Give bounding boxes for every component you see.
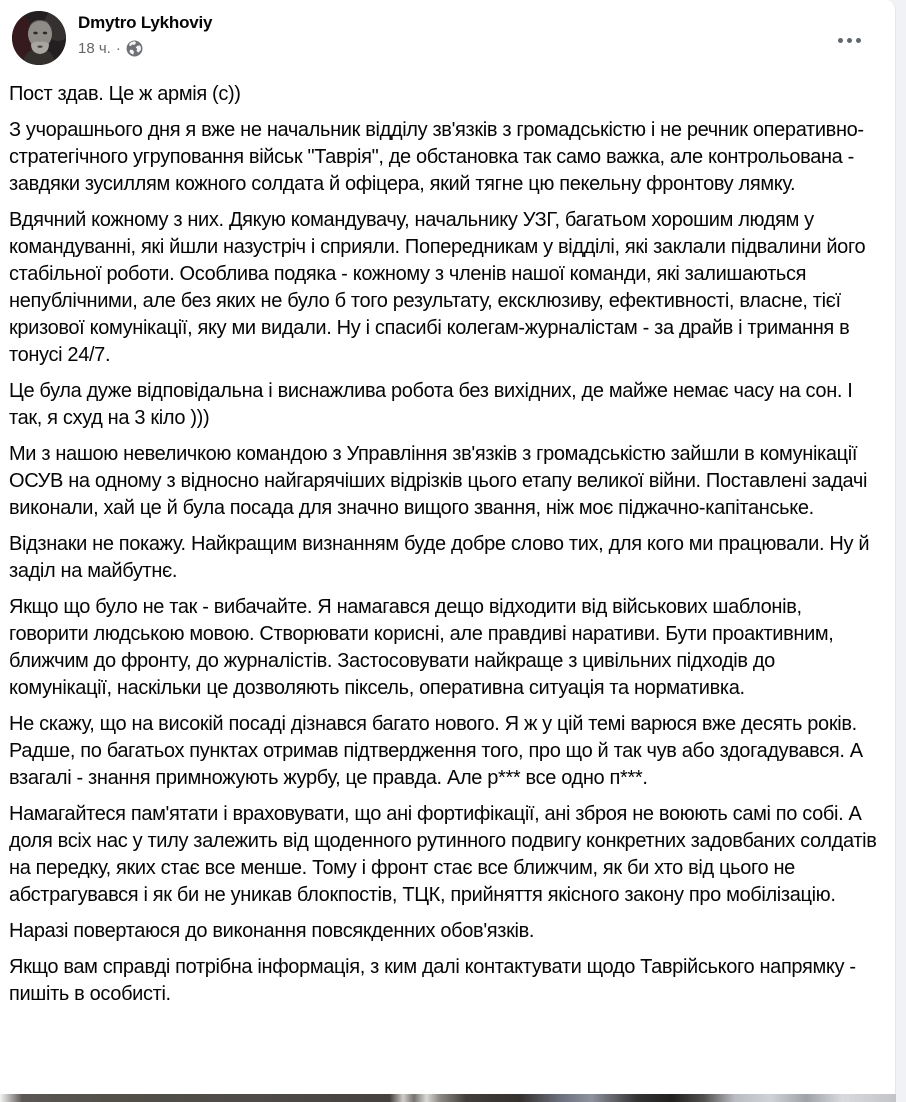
profile-avatar[interactable]	[12, 11, 66, 65]
post-paragraph: Наразі повертаюся до виконання повсякденних обов'язків.	[9, 920, 535, 942]
post-body	[0, 79, 895, 1094]
ellipsis-icon	[838, 38, 843, 43]
ellipsis-icon	[847, 38, 852, 43]
post-paragraph: Якщо що було не так - вибачайте. Я намагався дещо відходити від військових шаблонів, говорити людською мовою. Створювати корисні, але правдиві наративи. Бути проактивним, ближчим до фронту, до журналістів. Застосовувати найкраще з цивільних підходів до комунікації, наскільки це дозволяють піксель, оперативна ситуація та нормативка.	[9, 596, 834, 699]
post-paragraph: Не скажу, що на високій посаді дізнався багато нового. Я ж у цій темі варюся вже десять років. Радше, по багатьох пунктах отримав підтвердження того, про що й так чув або здогадувався. А взагалі - знання примножують журбу, це правда. Але р*** все одно п***.	[9, 713, 863, 789]
post-meta	[78, 40, 143, 57]
attached-photo[interactable]	[0, 1094, 896, 1102]
meta-separator: ·	[115, 40, 121, 57]
post-paragraph: Ми з нашою невеличкою командою з Управління зв'язків з громадськістю зайшли в комунікації ОСУВ на одному з відносно найгарячіших відрізків цього етапу великої війни. Поставлені задачі виконали, хай це й була посада для значно вищого звання, ніж моє піджачно-капітанське.	[9, 443, 868, 519]
author-name[interactable]: Dmytro Lykhoviy	[78, 13, 213, 32]
post-paragraph: Це була дуже відповідальна і виснажлива робота без вихідних, де майже немає часу на сон. І так, я схуд на 3 кіло )))	[9, 380, 853, 429]
post-header	[0, 0, 895, 79]
post-paragraph: Якщо вам справді потрібна інформація, з ким далі контактувати щодо Таврійського напрямку - пишіть в особисті.	[9, 956, 856, 1005]
post-paragraph: З учорашнього дня я вже не начальник відділу зв'язків з громадськістю і не речник оперативно-стратегічного угруповання військ "Таврія", де обстановка так само важка, але контрольована - завдяки зусиллям кожного солдата й офіцера, який тягне цю пекельну фронтову лямку.	[9, 119, 864, 195]
ellipsis-icon	[856, 38, 861, 43]
post-menu-button[interactable]	[830, 29, 868, 51]
post-paragraph: Вдячний кожному з них. Дякую командувачу, начальнику УЗГ, багатьом хорошим людям у командуванні, які йшли назустріч і сприяли. Попередникам у відділі, які заклали підвалини його стабільної роботи. Особлива подяка - кожному з членів нашої команди, які залишаються непублічними, але без яких не було б того результату, ексклюзиву, ефективності, власне, тієї кризової комунікації, яку ми видали. Ну і спасибі колегам-журналістам - за драйв і тримання в тонусі 24/7.	[9, 209, 866, 366]
timestamp[interactable]: 18 ч.	[78, 40, 111, 57]
post-paragraph: Пост здав. Це ж армія (с))	[9, 83, 241, 105]
avatar-portrait-image	[12, 11, 66, 65]
post-paragraph: Відзнаки не покажу. Найкращим визнанням буде добре слово тих, для кого ми працювали. Ну й заділ на майбутнє.	[9, 533, 870, 582]
globe-icon	[126, 40, 143, 57]
post-paragraph: Намагайтеся пам'ятати і враховувати, що ані фортифікації, ані зброя не воюють самі по собі. А доля всіх нас у тилу залежить від щоденного рутинного подвигу конкретних задовбаних солдатів на передку, яких стає все менше. Тому і фронт стає все ближчим, як би хто від цього не абстрагувався і як би не уникав блокпостів, ТЦК, прийняття якісного закону про мобілізацію.	[9, 803, 877, 906]
